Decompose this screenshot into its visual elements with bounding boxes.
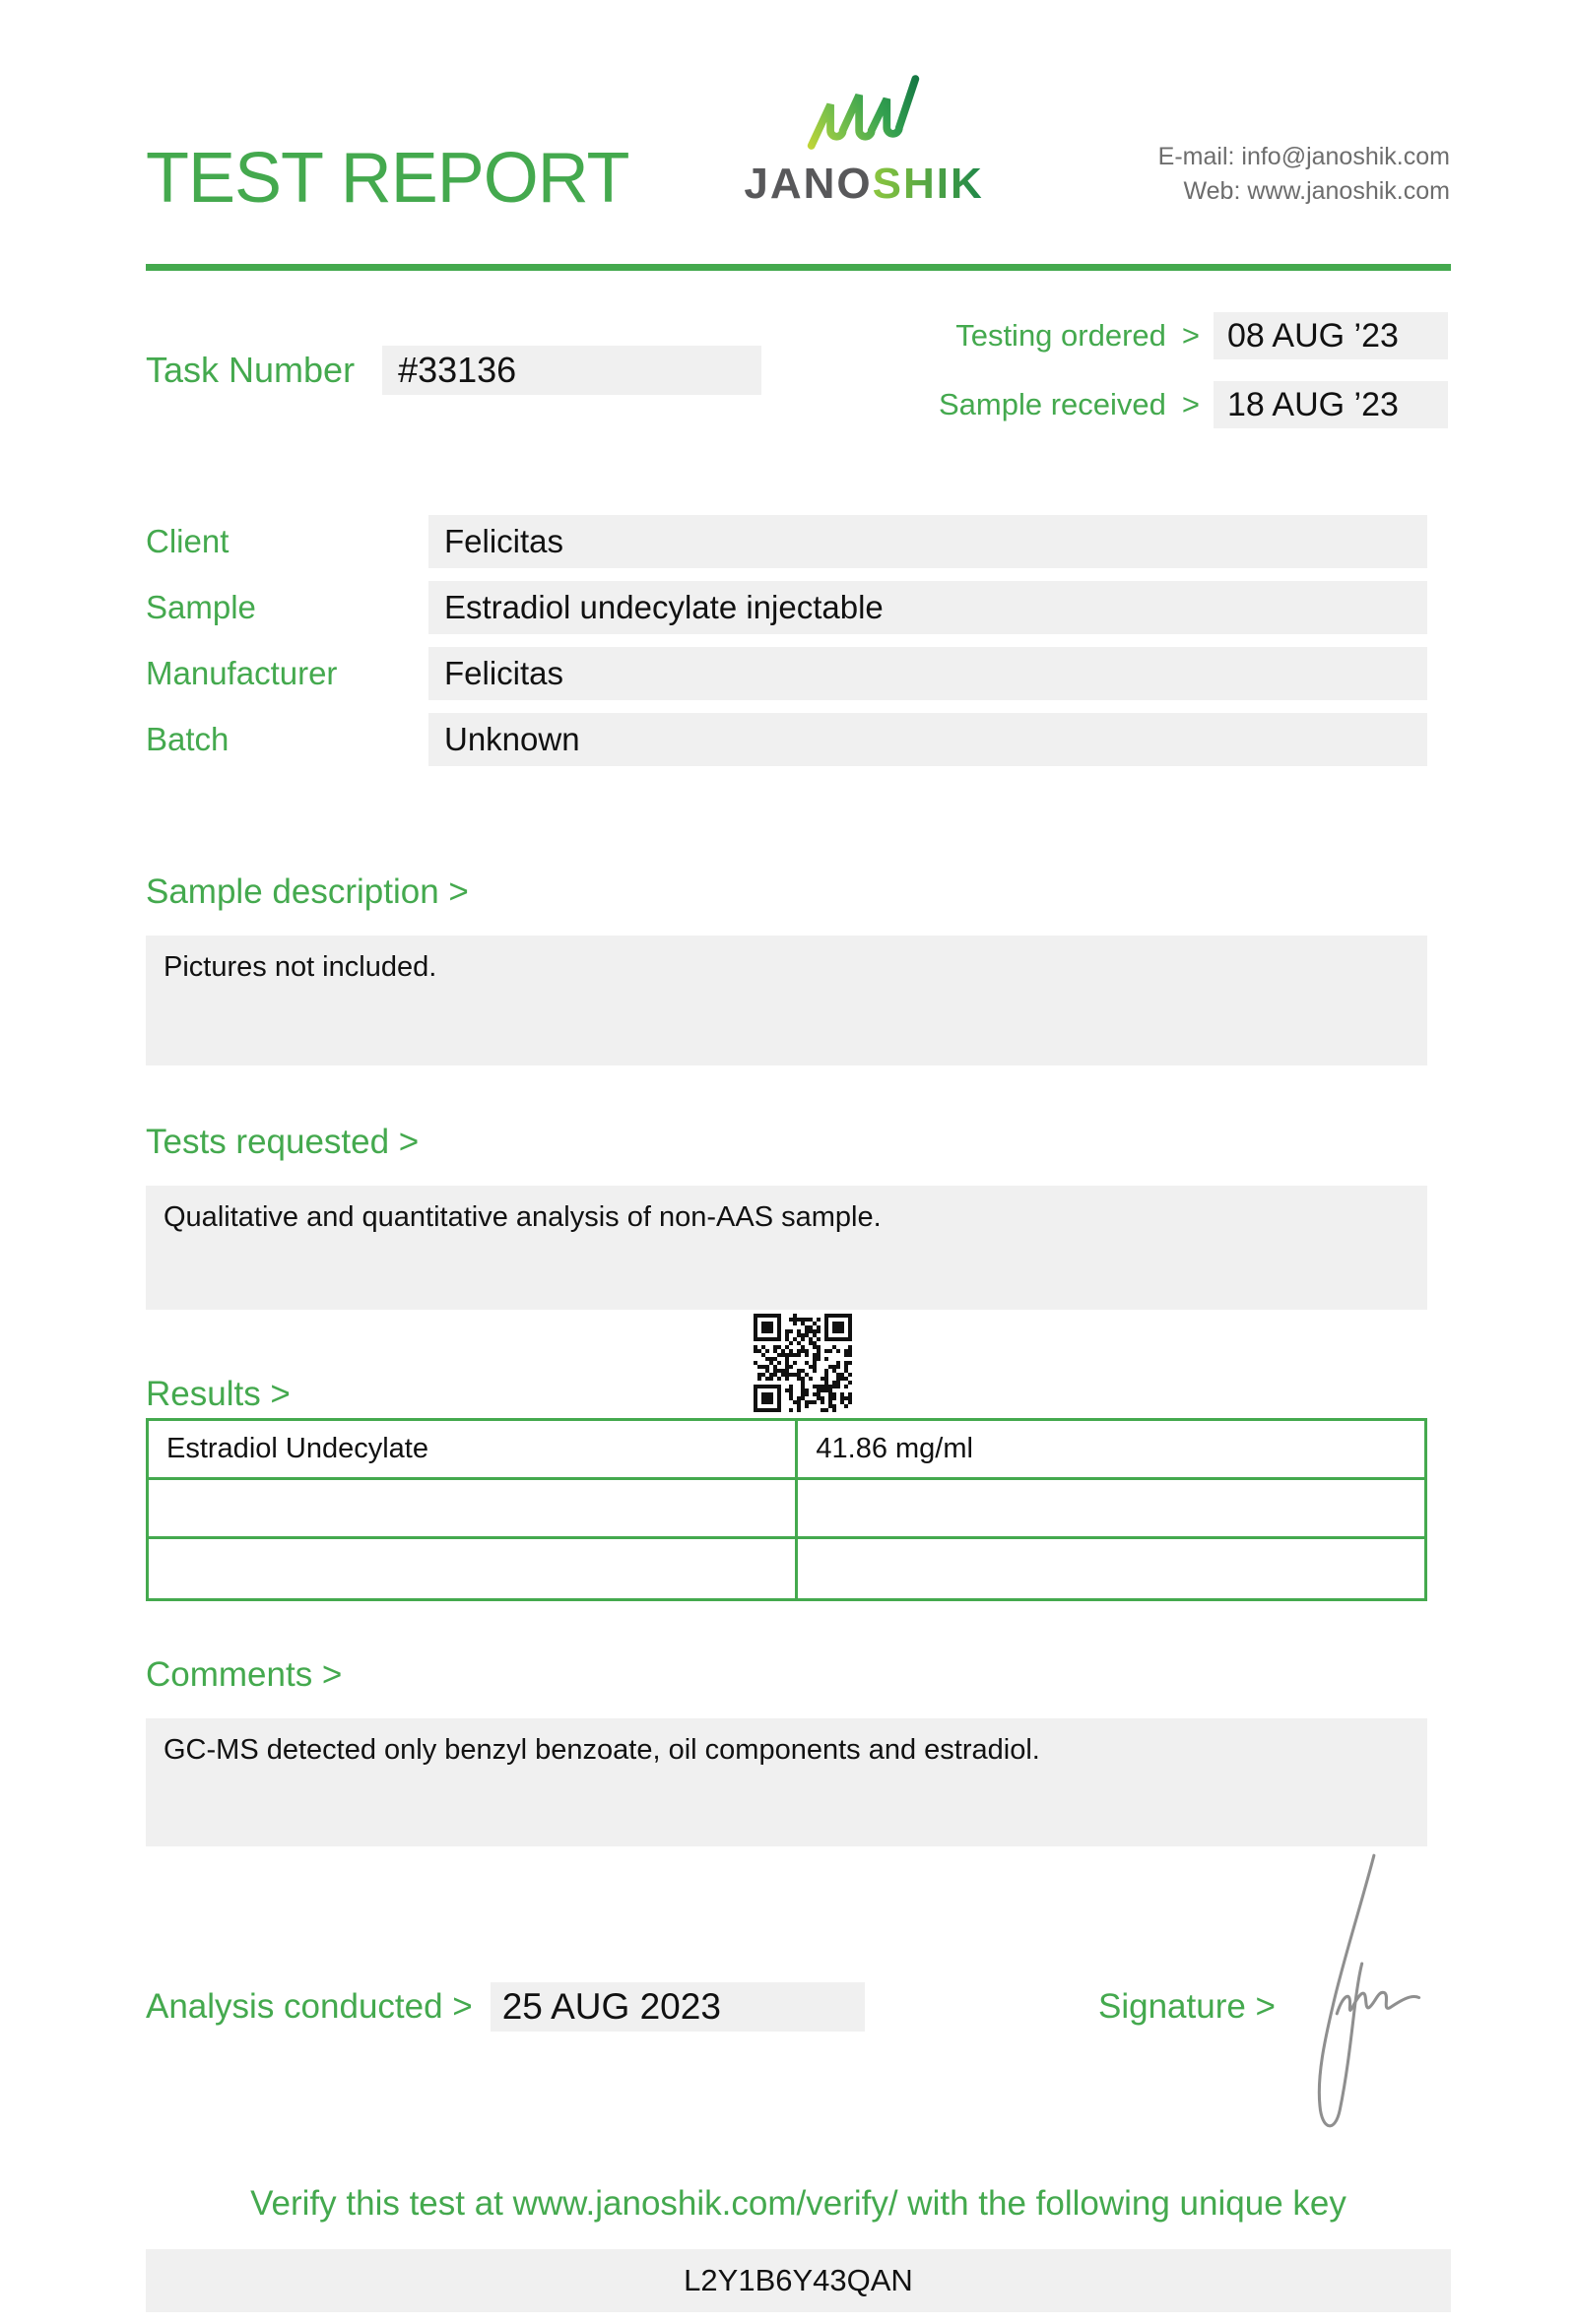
sample-description-body: Pictures not included. [146, 936, 1427, 1065]
results-table [146, 1418, 1427, 1601]
result-row [148, 1420, 1426, 1479]
dates-block [939, 312, 1448, 428]
batch-value: Unknown [428, 713, 1427, 766]
result-value-cell [797, 1479, 1426, 1538]
result-row [148, 1538, 1426, 1600]
result-value-cell: 41.86 mg/ml [797, 1420, 1426, 1479]
info-row-batch [146, 713, 1451, 766]
signature-image [1276, 1843, 1428, 2144]
info-row-sample [146, 581, 1451, 634]
chevron-right-icon: > [1181, 387, 1200, 421]
analysis-conducted-label: Analysis conducted > [146, 1987, 473, 2026]
sample-value: Estradiol undecylate injectable [428, 581, 1427, 634]
task-number-label: Task Number [146, 350, 356, 390]
manufacturer-value: Felicitas [428, 647, 1427, 700]
task-section [146, 312, 1451, 428]
header-divider [146, 264, 1451, 271]
client-label: Client [146, 523, 230, 559]
growth-chart-icon [802, 69, 926, 158]
result-analyte-cell [148, 1479, 797, 1538]
verify-instruction: Verify this test at www.janoshik.com/verify/ with the following unique key [250, 2184, 1346, 2223]
tests-requested-body: Qualitative and quantitative analysis of non-AAS sample. [146, 1186, 1427, 1310]
brand-wordmark-primary: JANO [744, 160, 873, 208]
result-value-cell [797, 1538, 1426, 1600]
comments-body: GC-MS detected only benzyl benzoate, oil components and estradiol. [146, 1718, 1427, 1846]
testing-ordered-label: Testing ordered [955, 318, 1166, 353]
brand-wordmark-secondary: SHIK [872, 160, 984, 208]
brand-wordmark [744, 160, 983, 209]
brand-logo [744, 69, 1042, 209]
contact-email: E-mail: info@janoshik.com [1157, 143, 1450, 170]
date-row-testing-ordered [939, 312, 1448, 359]
result-row [148, 1479, 1426, 1538]
unique-key-value: L2Y1B6Y43QAN [146, 2249, 1451, 2312]
analysis-date-value: 25 AUG 2023 [491, 1982, 865, 2032]
page-title: TEST REPORT [146, 139, 629, 218]
result-analyte-cell: Estradiol Undecylate [148, 1420, 797, 1479]
signature-label: Signature > [1098, 1987, 1276, 2026]
manufacturer-label: Manufacturer [146, 655, 338, 691]
contact-web: Web: www.janoshik.com [1183, 177, 1450, 205]
results-heading: Results > [146, 1375, 291, 1413]
client-value: Felicitas [428, 515, 1427, 568]
batch-label: Batch [146, 721, 230, 757]
sample-description-heading: Sample description > [146, 872, 469, 911]
info-row-manufacturer [146, 647, 1451, 700]
results-header [146, 1310, 1451, 1418]
task-number-value: #33136 [382, 346, 761, 395]
testing-ordered-value: 08 AUG ’23 [1214, 312, 1448, 359]
report-header [146, 69, 1450, 219]
comments-heading: Comments > [146, 1655, 343, 1694]
qr-code [754, 1314, 852, 1412]
sample-received-value: 18 AUG ’23 [1214, 381, 1448, 428]
analysis-section [146, 1982, 1451, 2032]
info-row-client [146, 515, 1451, 568]
date-row-sample-received [939, 381, 1448, 428]
chevron-right-icon: > [1181, 318, 1200, 353]
result-analyte-cell [148, 1538, 797, 1600]
sample-info-section [146, 515, 1451, 766]
contact-block [1158, 140, 1450, 209]
sample-label: Sample [146, 589, 256, 625]
tests-requested-heading: Tests requested > [146, 1123, 420, 1161]
sample-received-label: Sample received [938, 387, 1166, 421]
